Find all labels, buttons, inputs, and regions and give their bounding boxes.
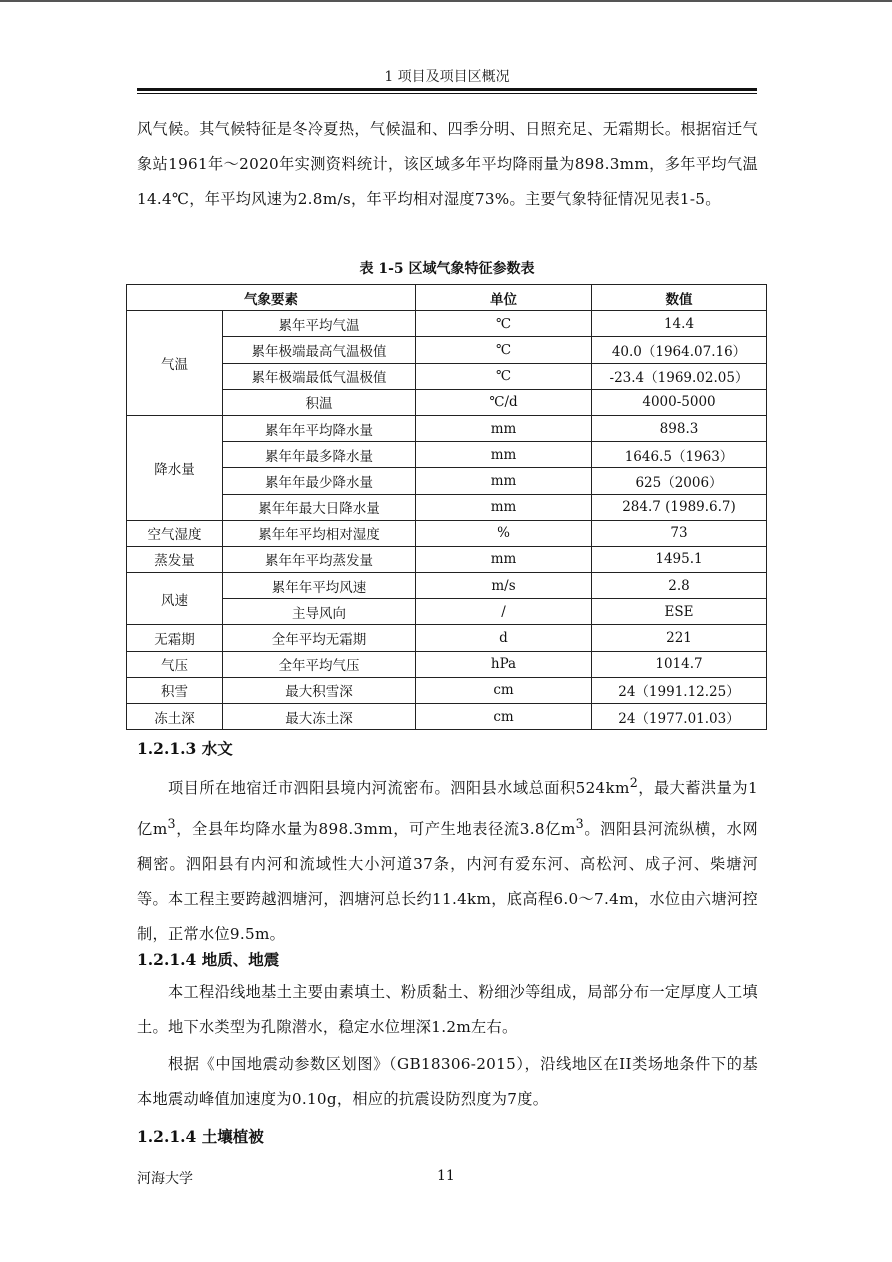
group-temperature: 气温 [127, 311, 223, 416]
section-heading-geology: 1.2.1.4 地质、地震 [137, 950, 280, 969]
table-header-row [127, 285, 767, 311]
table-row [127, 468, 767, 494]
row-item: 累年年最多降水量 [223, 442, 416, 468]
row-unit: % [416, 520, 592, 546]
row-value: 221 [592, 625, 767, 651]
row-value: 625（2006） [592, 468, 767, 494]
table-row [127, 573, 767, 599]
row-value: 1495.1 [592, 546, 767, 572]
row-item: 累年年平均风速 [223, 573, 416, 599]
row-item: 累年年平均降水量 [223, 415, 416, 441]
row-unit: ℃ [416, 363, 592, 389]
group-wind: 风速 [127, 573, 223, 625]
row-item: 全年平均无霜期 [223, 625, 416, 651]
row-value: 24（1977.01.03） [592, 704, 767, 730]
row-item: 全年平均气压 [223, 651, 416, 677]
group-precipitation: 降水量 [127, 415, 223, 520]
row-unit: cm [416, 677, 592, 703]
row-value: 1014.7 [592, 651, 767, 677]
hydrology-text-3: ，全县年均降水量为898.3mm，可产生地表径流3.8亿m [175, 820, 576, 839]
hydrology-text-2: ，最大蓄洪量为1亿m [137, 779, 758, 839]
table-row [127, 704, 767, 730]
row-unit: mm [416, 546, 592, 572]
row-value: 284.7 (1989.6.7) [592, 494, 767, 520]
table-row [127, 311, 767, 337]
row-item: 累年年平均相对湿度 [223, 520, 416, 546]
group-frost-free: 无霜期 [127, 625, 223, 651]
row-item: 累年年最大日降水量 [223, 494, 416, 520]
row-item: 累年年最少降水量 [223, 468, 416, 494]
group-frozen-soil: 冻土深 [127, 704, 223, 730]
row-item: 累年年平均蒸发量 [223, 546, 416, 572]
climate-table [126, 284, 767, 730]
table-row [127, 415, 767, 441]
row-unit: d [416, 625, 592, 651]
row-unit: ℃ [416, 337, 592, 363]
geology-paragraph-2: 根据《中国地震动参数区划图》（GB18306-2015），沿线地区在II类场地条件下的基本地震动峰值加速度为0.10g，相应的抗震设防烈度为7度。 [137, 1055, 758, 1108]
superscript: 3 [167, 816, 176, 832]
row-item: 最大积雪深 [223, 677, 416, 703]
header-rule-thick [137, 88, 757, 91]
top-border [0, 0, 892, 2]
row-unit: ℃/d [416, 389, 592, 415]
row-unit: hPa [416, 651, 592, 677]
row-unit: mm [416, 468, 592, 494]
superscript: 3 [575, 816, 585, 832]
section-heading-soil: 1.2.1.4 土壤植被 [137, 1127, 264, 1146]
row-value: 2.8 [592, 573, 767, 599]
hydrology-paragraph [137, 765, 758, 952]
row-value: ESE [592, 599, 767, 625]
table-row [127, 337, 767, 363]
table-row [127, 494, 767, 520]
header-element: 气象要素 [127, 285, 416, 311]
row-value: 4000-5000 [592, 389, 767, 415]
row-unit: cm [416, 704, 592, 730]
row-value: 898.3 [592, 415, 767, 441]
header-rule-thin [137, 93, 757, 94]
group-humidity: 空气湿度 [127, 520, 223, 546]
row-unit: / [416, 599, 592, 625]
table-row [127, 651, 767, 677]
row-unit: ℃ [416, 311, 592, 337]
table-row [127, 442, 767, 468]
footer-institution: 河海大学 [137, 1171, 193, 1187]
geology-paragraph-1: 本工程沿线地基土主要由素填土、粉质黏土、粉细沙等组成，局部分布一定厚度人工填土。地下水类型为孔隙潜水，稳定水位埋深1.2m左右。 [137, 983, 758, 1036]
row-value: 1646.5（1963） [592, 442, 767, 468]
row-unit: mm [416, 442, 592, 468]
table-row [127, 677, 767, 703]
row-item: 累年极端最高气温极值 [223, 337, 416, 363]
row-item: 积温 [223, 389, 416, 415]
table-row [127, 520, 767, 546]
table-row [127, 599, 767, 625]
header-value: 数值 [592, 285, 767, 311]
superscript: 2 [629, 775, 639, 790]
header-unit: 单位 [416, 285, 592, 311]
table-row [127, 389, 767, 415]
row-unit: mm [416, 415, 592, 441]
row-value: 24（1991.12.25） [592, 677, 767, 703]
row-item: 累年极端最低气温极值 [223, 363, 416, 389]
hydrology-text-1: 项目所在地宿迁市泗阳县境内河流密布。泗阳县水域总面积524km [168, 779, 630, 798]
row-item: 最大冻土深 [223, 704, 416, 730]
table-row [127, 363, 767, 389]
row-value: 73 [592, 520, 767, 546]
row-value: -23.4（1969.02.05） [592, 363, 767, 389]
hydrology-text-4: 。泗阳县河流纵横，水网稠密。泗阳县有内河和流域性大小河道37条，内河有爱东河、高松河、成子河、柴塘河等。本工程主要跨越泗塘河，泗塘河总长约11.4km，底高程6.0～7.4m，水位由六塘河控制，正常水位9.5m。 [137, 820, 758, 944]
table-caption: 表 1-5 区域气象特征参数表 [359, 261, 535, 277]
intro-paragraph: 风气候。其气候特征是冬冷夏热，气候温和、四季分明、日照充足、无霜期长。根据宿迁气象站1961年～2020年实测资料统计，该区域多年平均降雨量为898.3mm，多年平均气温14.4℃，年平均风速为2.8m/s，年平均相对湿度73%。主要气象特征情况见表1-5。 [137, 120, 758, 208]
row-unit: m/s [416, 573, 592, 599]
row-item: 主导风向 [223, 599, 416, 625]
row-unit: mm [416, 494, 592, 520]
section-heading-hydrology: 1.2.1.3 水文 [137, 739, 233, 758]
footer-page-number: 11 [437, 1168, 455, 1184]
group-pressure: 气压 [127, 651, 223, 677]
row-value: 40.0（1964.07.16） [592, 337, 767, 363]
row-item: 累年平均气温 [223, 311, 416, 337]
row-value: 14.4 [592, 311, 767, 337]
table-row [127, 625, 767, 651]
running-header: 1 项目及项目区概况 [384, 69, 510, 85]
table-row [127, 546, 767, 572]
group-evaporation: 蒸发量 [127, 546, 223, 572]
group-snow: 积雪 [127, 677, 223, 703]
